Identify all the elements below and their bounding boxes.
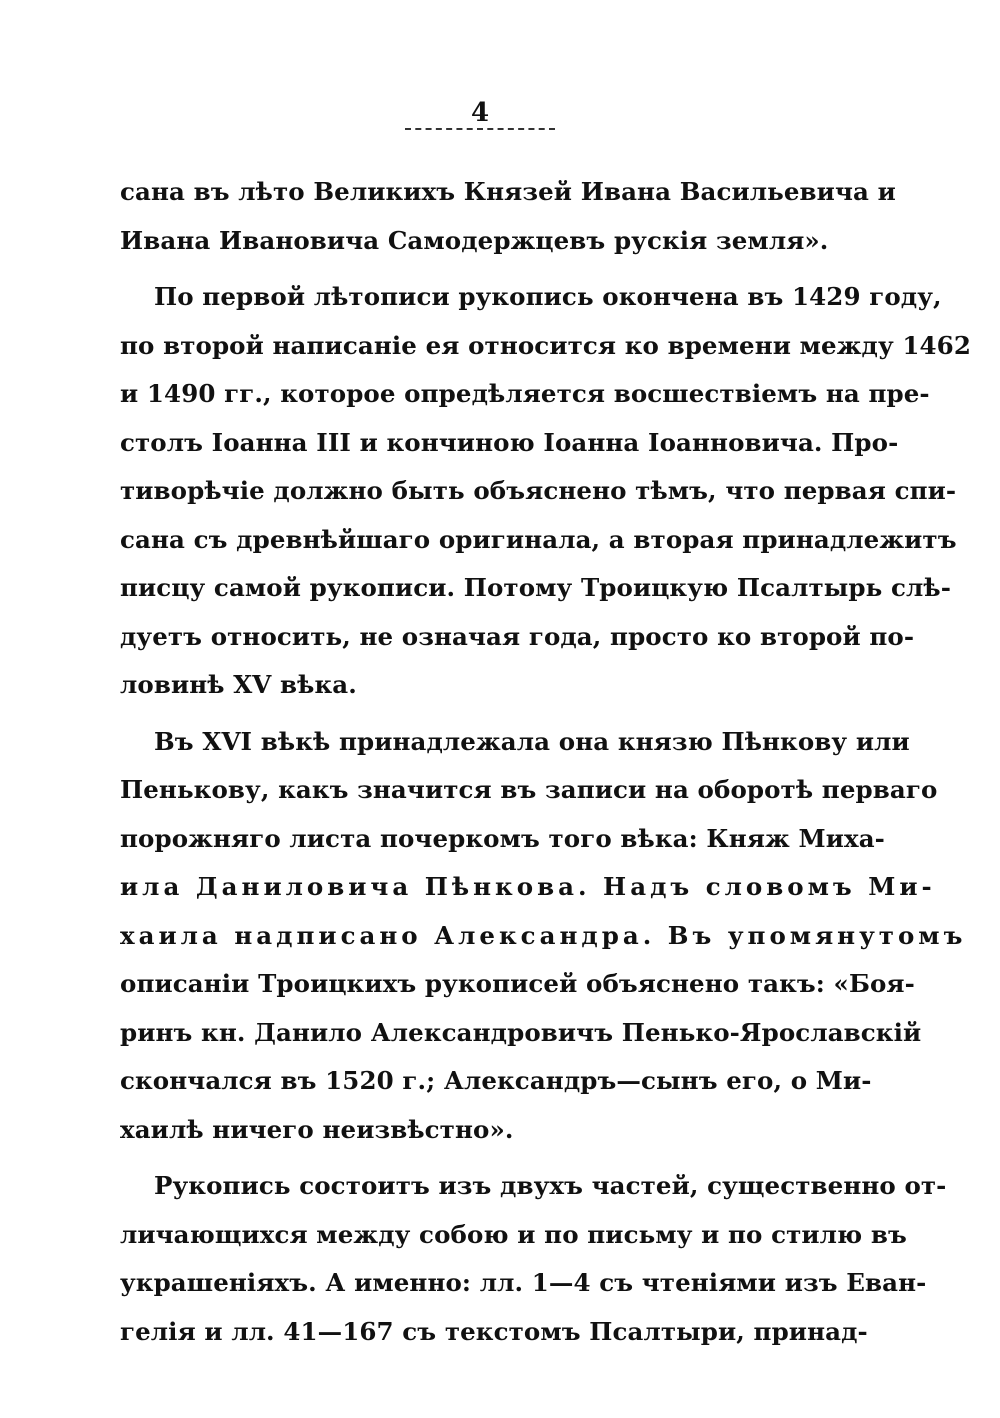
paragraph-3 [120,718,967,1155]
text-line: описаніи Троицкихъ рукописей объяснено такъ: «Боя- [120,969,915,998]
text-line: сана съ древнѣйшаго оригинала, а вторая принадлежитъ [120,524,957,554]
text-line: Пенькову, какъ значится въ записи на оборотѣ перваго [120,775,938,804]
header-rule [405,128,555,132]
text-line: ила Даниловича Пѣнкова. Надъ словомъ Ми- [120,872,936,901]
text-line: порожняго листа почеркомъ того вѣка: Княж Миха- [120,823,885,853]
text-line: тиворѣчіе должно быть объяснено тѣмъ, что первая спи- [120,476,957,505]
text-line: сана въ лѣто Великихъ Князей Ивана Васильевича и [120,177,896,206]
text-line: дуетъ относить, не означая года, просто ко второй по- [120,621,915,651]
body-text [120,168,971,1356]
paragraph-1 [120,168,896,265]
text-line: украшеніяхъ. А именно: лл. 1—4 съ чтеніями изъ Еван- [120,1268,927,1297]
text-line: хаилѣ ничего неизвѣстно». [120,1114,514,1144]
text-line: Рукопись состоитъ изъ двухъ частей, существенно от- [154,1171,947,1200]
paragraph-4 [120,1162,947,1356]
text-line: писцу самой рукописи. Потому Троицкую Псалтырь слѣ- [120,573,951,602]
text-line: столъ Іоанна III и кончиною Іоанна Іоанновича. Про- [120,427,899,457]
text-line: ринъ кн. Данило Александровичъ Пенько-Ярославскій [120,1017,922,1047]
text-line: Въ XVI вѣкѣ принадлежала она князю Пѣнкову или [154,726,910,756]
text-line: по второй написаніе ея относится ко времени между 1462 [120,330,971,360]
text-line: и 1490 гг., которое опредѣляется восшествіемъ на пре- [120,379,930,408]
text-line: скончался въ 1520 г.; Александръ—сынъ его, о Ми- [120,1066,872,1095]
text-line: По первой лѣтописи рукопись окончена въ 1429 году, [154,282,942,311]
text-line: Ивана Ивановича Самодержцевъ рускія земля». [120,225,829,255]
page-number: 4 [470,98,490,128]
text-line: хаила надписано Александра. Въ упомянутомъ [120,920,967,950]
text-line: гелія и лл. 41—167 съ текстомъ Псалтыри, принад- [120,1316,868,1346]
paragraph-2 [120,273,971,710]
text-line: ловинѣ XV вѣка. [120,670,357,699]
text-line: личающихся между собою и по письму и по стилю въ [120,1219,907,1249]
